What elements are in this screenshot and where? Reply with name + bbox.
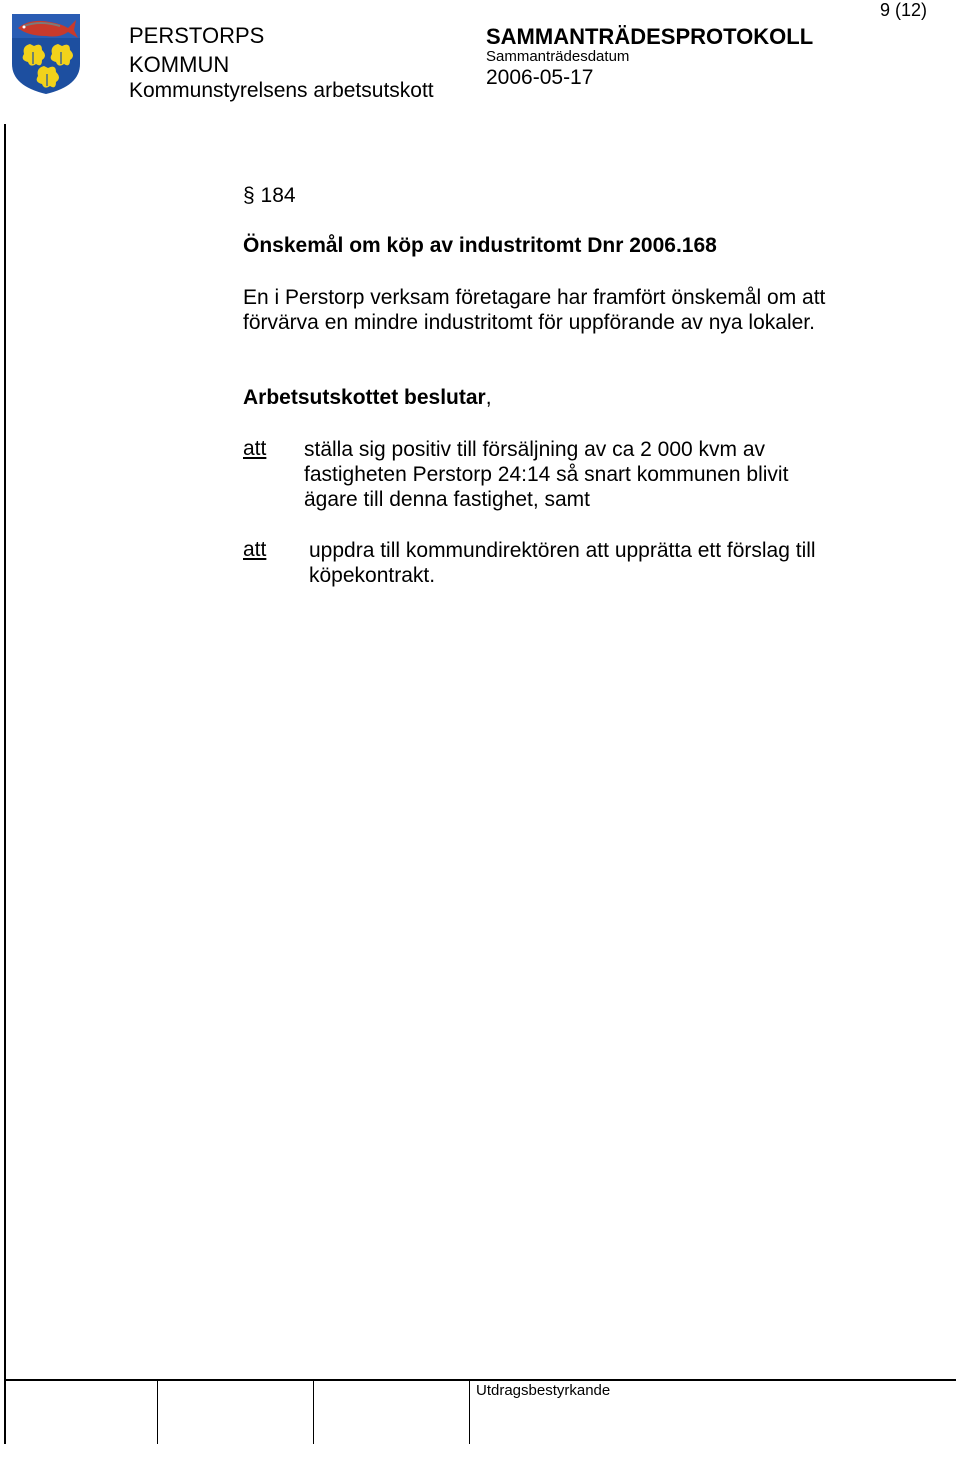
page-number: 9 (12) (880, 0, 928, 20)
section-number (243, 184, 296, 208)
signature-cell-divider (313, 1380, 314, 1444)
paragraph-symbol: § (243, 184, 255, 207)
signature-table-rule (4, 1379, 956, 1381)
case-description: En i Perstorp verksam företagare har framfört önskemål om att förvärva en mindre industritomt för uppförande av nya lokaler. (243, 286, 826, 334)
coat-of-arms-fish-icon (10, 12, 82, 96)
meeting-date-value: 2006-05-17 (486, 66, 594, 89)
decision-heading-bold: Arbetsutskottet beslutar (243, 386, 486, 409)
section-number-value: 184 (260, 184, 296, 207)
org-committee-name: Kommunstyrelsens arbetsutskott (129, 79, 434, 102)
decision-clause: ställa sig positiv till försäljning av ca 2 000 kvm av fastigheten Perstorp 24:14 så snart kommunen blivit ägare till denna fastighet, samt (304, 438, 789, 511)
decision-clause: uppdra till kommundirektören att upprätta ett förslag till köpekontrakt. (309, 539, 816, 587)
org-name-line1: PERSTORPS (129, 23, 265, 48)
decision-keyword: att (243, 538, 267, 561)
left-margin-rule (4, 124, 6, 1444)
case-title: Önskemål om köp av industritomt Dnr 2006.168 (243, 234, 717, 257)
decision-heading-suffix: , (485, 386, 492, 409)
meeting-date-label: Sammanträdesdatum (486, 48, 630, 65)
org-name-line2: KOMMUN (129, 52, 230, 77)
signature-cell-divider (469, 1380, 470, 1444)
decision-keyword: att (243, 437, 267, 460)
signature-cell-divider (157, 1380, 158, 1444)
certification-label: Utdragsbestyrkande (476, 1382, 611, 1399)
decision-heading (243, 386, 492, 410)
protocol-title: SAMMANTRÄDESPROTOKOLL (486, 24, 814, 49)
